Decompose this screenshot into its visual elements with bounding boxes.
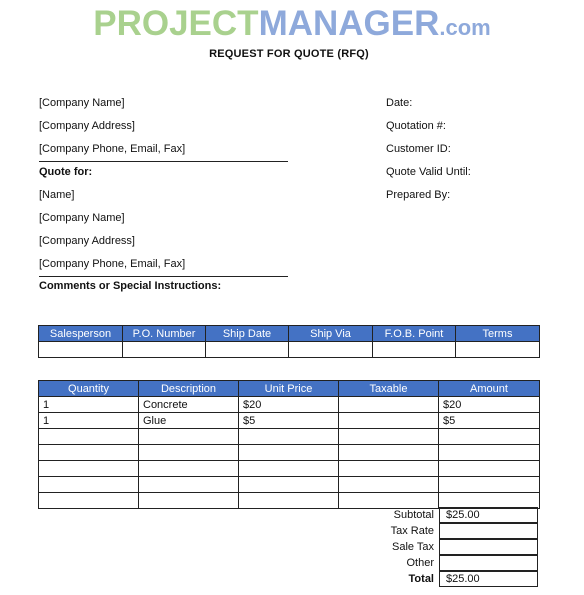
items-header-row (39, 381, 540, 397)
unit-price-cell[interactable]: $5 (239, 413, 339, 429)
shipping-table (38, 325, 540, 358)
quantity-cell[interactable]: 1 (39, 413, 139, 429)
unit-price-cell[interactable]: $20 (239, 397, 339, 413)
amount-cell[interactable] (439, 445, 540, 461)
table-row[interactable] (39, 413, 540, 429)
other-value[interactable] (439, 555, 538, 571)
quote-for-heading: Quote for: (39, 166, 93, 178)
ship-date-cell[interactable] (206, 342, 289, 358)
total-value[interactable]: $25.00 (439, 571, 538, 587)
items-header-quantity: Quantity (39, 381, 139, 397)
amount-cell[interactable] (439, 429, 540, 445)
shipping-header-ship-via: Ship Via (289, 326, 373, 342)
comments-heading: Comments or Special Instructions: (39, 280, 222, 292)
description-cell[interactable] (139, 493, 239, 509)
customer-name[interactable]: [Name] (39, 189, 75, 201)
taxable-cell[interactable] (339, 461, 439, 477)
quantity-cell[interactable] (39, 493, 139, 509)
prepared-by-label: Prepared By: (386, 189, 451, 201)
table-row[interactable] (39, 429, 540, 445)
table-row[interactable] (39, 397, 540, 413)
subtotal-value[interactable]: $25.00 (439, 507, 538, 523)
document-title: REQUEST FOR QUOTE (RFQ) (209, 48, 369, 60)
table-row[interactable] (39, 477, 540, 493)
tax-rate-label: Tax Rate (390, 525, 434, 537)
customer-company-contact[interactable]: [Company Phone, Email, Fax] (39, 258, 186, 270)
amount-cell[interactable] (439, 461, 540, 477)
sender-company-address[interactable]: [Company Address] (39, 120, 135, 132)
total-label: Total (408, 573, 434, 585)
logo-part-project: PROJECT (93, 4, 259, 43)
items-header-taxable: Taxable (339, 381, 439, 397)
items-header-amount: Amount (439, 381, 540, 397)
table-row[interactable] (39, 445, 540, 461)
description-cell[interactable] (139, 429, 239, 445)
taxable-cell[interactable] (339, 445, 439, 461)
fob-point-cell[interactable] (373, 342, 456, 358)
sender-company-name[interactable]: [Company Name] (39, 97, 125, 109)
brand-logo (0, 4, 584, 48)
shipping-header-row (39, 326, 540, 342)
taxable-cell[interactable] (339, 397, 439, 413)
table-row[interactable] (39, 461, 540, 477)
description-cell[interactable]: Concrete (139, 397, 239, 413)
customer-id-label: Customer ID: (386, 143, 451, 155)
items-header-unit-price: Unit Price (239, 381, 339, 397)
description-cell[interactable] (139, 461, 239, 477)
items-header-description: Description (139, 381, 239, 397)
logo-part-com: .com (439, 15, 491, 40)
description-cell[interactable] (139, 477, 239, 493)
amount-cell[interactable]: $5 (439, 413, 540, 429)
quantity-cell[interactable] (39, 445, 139, 461)
amount-cell[interactable] (439, 477, 540, 493)
items-table (38, 380, 540, 509)
sale-tax-label: Sale Tax (392, 541, 434, 553)
sale-tax-value[interactable] (439, 539, 538, 555)
subtotal-label: Subtotal (393, 509, 434, 521)
unit-price-cell[interactable] (239, 493, 339, 509)
shipping-header-po-number: P.O. Number (123, 326, 206, 342)
tax-rate-value[interactable] (439, 523, 538, 539)
taxable-cell[interactable] (339, 477, 439, 493)
customer-company-address[interactable]: [Company Address] (39, 235, 135, 247)
terms-cell[interactable] (456, 342, 540, 358)
quantity-cell[interactable] (39, 477, 139, 493)
po-number-cell[interactable] (123, 342, 206, 358)
taxable-cell[interactable] (339, 429, 439, 445)
amount-cell[interactable]: $20 (439, 397, 540, 413)
customer-company-name[interactable]: [Company Name] (39, 212, 125, 224)
unit-price-cell[interactable] (239, 445, 339, 461)
shipping-header-salesperson: Salesperson (39, 326, 123, 342)
unit-price-cell[interactable] (239, 461, 339, 477)
quantity-cell[interactable] (39, 429, 139, 445)
logo-part-manager: MANAGER (258, 4, 440, 43)
sender-company-contact[interactable]: [Company Phone, Email, Fax] (39, 143, 186, 155)
quote-valid-until-label: Quote Valid Until: (386, 166, 471, 178)
shipping-data-row[interactable] (39, 342, 540, 358)
quantity-cell[interactable] (39, 461, 139, 477)
salesperson-cell[interactable] (39, 342, 123, 358)
shipping-header-ship-date: Ship Date (206, 326, 289, 342)
divider (39, 161, 288, 162)
ship-via-cell[interactable] (289, 342, 373, 358)
description-cell[interactable]: Glue (139, 413, 239, 429)
unit-price-cell[interactable] (239, 477, 339, 493)
unit-price-cell[interactable] (239, 429, 339, 445)
quotation-number-label: Quotation #: (386, 120, 446, 132)
shipping-header-fob-point: F.O.B. Point (373, 326, 456, 342)
taxable-cell[interactable] (339, 413, 439, 429)
date-label: Date: (386, 97, 413, 109)
divider (39, 276, 288, 277)
shipping-header-terms: Terms (456, 326, 540, 342)
quantity-cell[interactable]: 1 (39, 397, 139, 413)
other-label: Other (406, 557, 434, 569)
description-cell[interactable] (139, 445, 239, 461)
